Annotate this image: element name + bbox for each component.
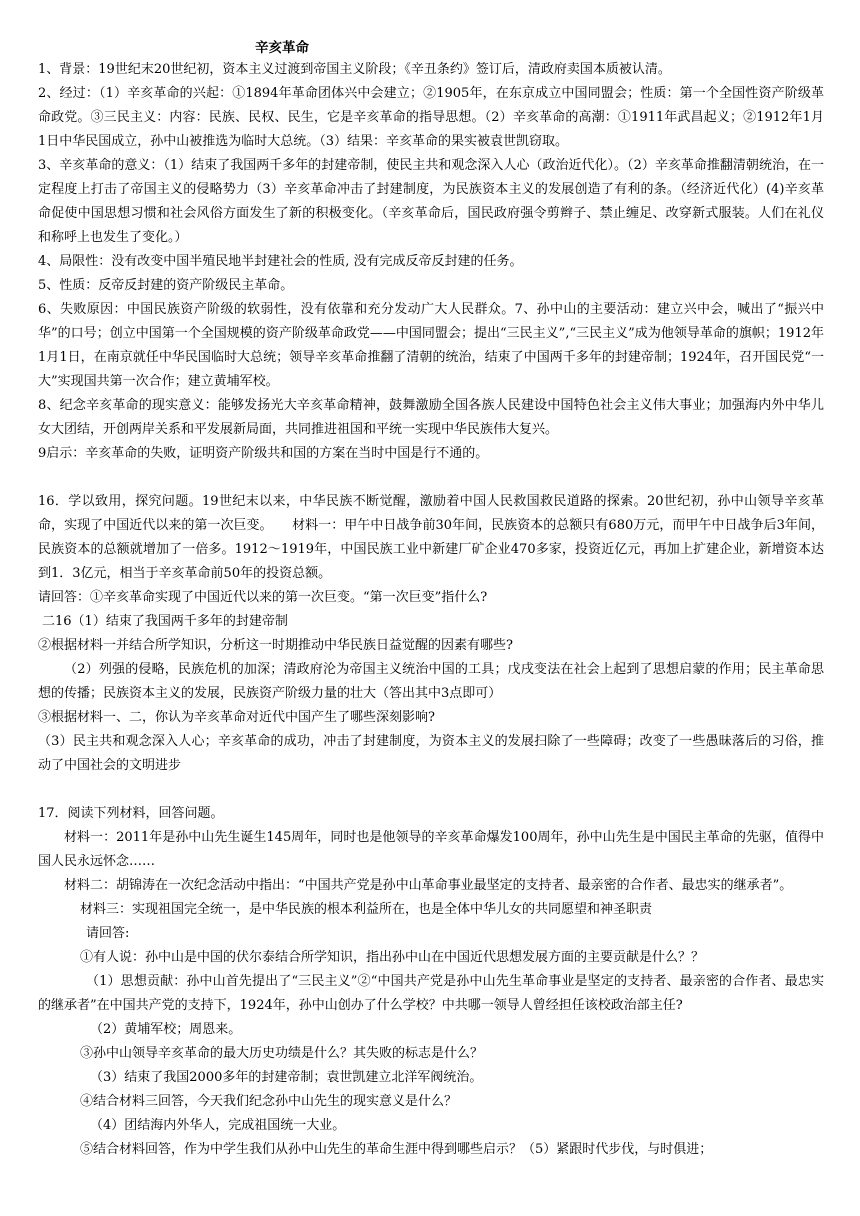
q17-answer-1-question-2: （1）思想贡献：孙中山首先提出了“三民主义”②“中国共产党是孙中山先生革命事业是坚定的支持者、最亲密的合作者、最忠实的继承者”在中国共产党的支持下，1924年，孙中山创办了什么学校？中共哪一领导人曾经担任该校政治部主任? — [38, 974, 824, 1013]
q16-answer-2: （2）列强的侵略，民族危机的加深；清政府沦为帝国主义统治中国的工具；戊戌变法在社会上起到了思想启蒙的作用；民主革命思想的传播；民族资本主义的发展，民族资产阶级力量的壮大（答出其中3点即可） — [38, 662, 824, 701]
q17-question-5-answer-5: ⑤结合材料回答，作为中学生我们从孙中山先生的革命生涯中得到哪些启示？（5）紧跟时代步伐，与时俱进； — [80, 1142, 713, 1157]
q16-answer-3: （3）民主共和观念深入人心；辛亥革命的成功，冲击了封建制度，为资本主义的发展扫除了一些障碍；改变了一些愚昧落后的习俗，推动了中国社会的文明进步 — [38, 734, 824, 773]
summary-process: 2、经过：（1）辛亥革命的兴起：①1894年革命团体兴中会建立；②1905年，在东京成立中国同盟会；性质：第一个全国性资产阶级革命政党。③三民主义：内容：民族、民权、民生，它是辛亥革命的指导思想。（2）辛亥革命的高潮：①1911年武昌起义；②1912年1月1日中华民国成立，孙中山被推选为临时大总统。（3）结果：辛亥革命的果实被袁世凯窃取。 — [38, 86, 824, 149]
q17-material-1: 材料一：2011年是孙中山先生诞生145周年，同时也是他领导的辛亥革命爆发100周年，孙中山先生是中国民主革命的先驱，值得中国人民永远怀念…… — [38, 830, 824, 869]
q17-question-3: ③孙中山领导辛亥革命的最大历史功绩是什么？其失败的标志是什么？ — [80, 1046, 484, 1061]
q17-answer-4: （4）团结海内外华人，完成祖国统一大业。 — [90, 1118, 346, 1133]
question-16 — [38, 490, 824, 778]
q17-intro: 17．阅读下列材料，回答问题。 — [38, 806, 224, 821]
summary-section — [38, 58, 824, 466]
summary-nature: 5、性质：反帝反封建的资产阶级民主革命。 — [38, 278, 294, 293]
summary-background: 1、背景：19世纪末20世纪初，资本主义过渡到帝国主义阶段；《辛丑条约》签订后，清政府卖国本质被认清。 — [38, 62, 671, 77]
q16-question-1: 请回答：①辛亥革命实现了中国近代以来的第一次巨变。“第一次巨变”指什么? — [38, 590, 488, 605]
q17-material-3: 材料三：实现祖国完全统一，是中华民族的根本利益所在，也是全体中华儿女的共同愿望和神圣职责 — [80, 902, 653, 917]
section-gap — [38, 778, 824, 802]
question-17 — [38, 802, 824, 1162]
page-title: 辛亥革命 — [255, 40, 309, 56]
summary-lesson: 9启示：辛亥革命的失败，证明资产阶级共和国的方案在当时中国是行不通的。 — [38, 446, 489, 461]
summary-commemoration: 8、纪念辛亥革命的现实意义：能够发扬光大辛亥革命精神，鼓舞激励全国各族人民建设中国特色社会主义伟大事业；加强海内外中华儿女大团结，开创两岸关系和平发展新局面，共同推进祖国和平统一实现中华民族伟大复兴。 — [38, 398, 824, 437]
q17-answer-2: （2）黄埔军校；周恩来。 — [90, 1022, 242, 1037]
q17-question-1: ①有人说：孙中山是中国的伏尔泰结合所学知识，指出孙中山在中国近代思想发展方面的主要贡献是什么？？ — [80, 950, 705, 965]
q16-intro: 16．学以致用，探究问题。19世纪末以来，中华民族不断觉醒，激励着中国人民救国救民道路的探索。20世纪初，孙中山领导辛亥革命，实现了中国近代以来的第一次巨变。 材料一：甲午中日战争前30年间，民族资本的总额只有680万元，而甲午中日战争后3年间，民族资本的总额就增加了一倍多。1912～1919年，中国民族工业中新建厂矿企业470多家，投资近亿元，再加上扩建企业，新增资本达到1．3亿元，相当于辛亥革命前50年的投资总额。 — [38, 494, 824, 581]
summary-significance: 3、辛亥革命的意义：（1）结束了我国两千多年的封建帝制，使民主共和观念深入人心（政治近代化）。（2）辛亥革命推翻清朝统治，在一定程度上打击了帝国主义的侵略势力（3）辛亥革命冲击了封建制度，为民族资本主义的发展创造了有利的条。（经济近代化）(4)辛亥革命促使中国思想习惯和社会风俗方面发生了新的积极变化。（辛亥革命后，国民政府强令剪辫子、禁止缠足、改穿新式服装。人们在礼仪和称呼上也发生了变化。） — [38, 158, 824, 245]
q17-question-4: ④结合材料三回答，今天我们纪念孙中山先生的现实意义是什么？ — [80, 1094, 458, 1109]
document-page — [38, 38, 824, 1162]
q17-answer-3: （3）结束了我国2000多年的封建帝制；袁世凯建立北洋军阀统治。 — [90, 1070, 483, 1085]
q17-material-2: 材料二：胡锦涛在一次纪念活动中指出：“中国共产党是孙中山革命事业最坚定的支持者、最亲密的合作者、最忠实的继承者”。 — [64, 878, 793, 893]
q16-question-3: ③根据材料一、二，你认为辛亥革命对近代中国产生了哪些深刻影响? — [38, 710, 435, 725]
summary-limitation: 4、局限性：没有改变中国半殖民地半封建社会的性质, 没有完成反帝反封建的任务。 — [38, 254, 523, 269]
q16-answer-1: 二16（1）结束了我国两千多年的封建帝制 — [42, 614, 288, 629]
q17-ask: 请回答: — [86, 926, 130, 941]
q16-question-2: ②根据材料一并结合所学知识，分析这一时期推动中华民族日益觉醒的因素有哪些? — [38, 638, 513, 653]
summary-failure-and-activities: 6、失败原因：中国民族资产阶级的软弱性，没有依靠和充分发动广大人民群众。7、孙中山的主要活动：建立兴中会，喊出了“振兴中华”的口号；创立中国第一个全国规模的资产阶级革命政党——中国同盟会；提出“三民主义”,“三民主义”成为他领导革命的旗帜；1912年1月1日，在南京就任中华民国临时大总统；领导辛亥革命推翻了清朝的统治，结束了中国两千多年的封建帝制；1924年，召开国民党“一大”实现国共第一次合作；建立黄埔军校。 — [38, 302, 824, 389]
section-gap — [38, 466, 824, 490]
